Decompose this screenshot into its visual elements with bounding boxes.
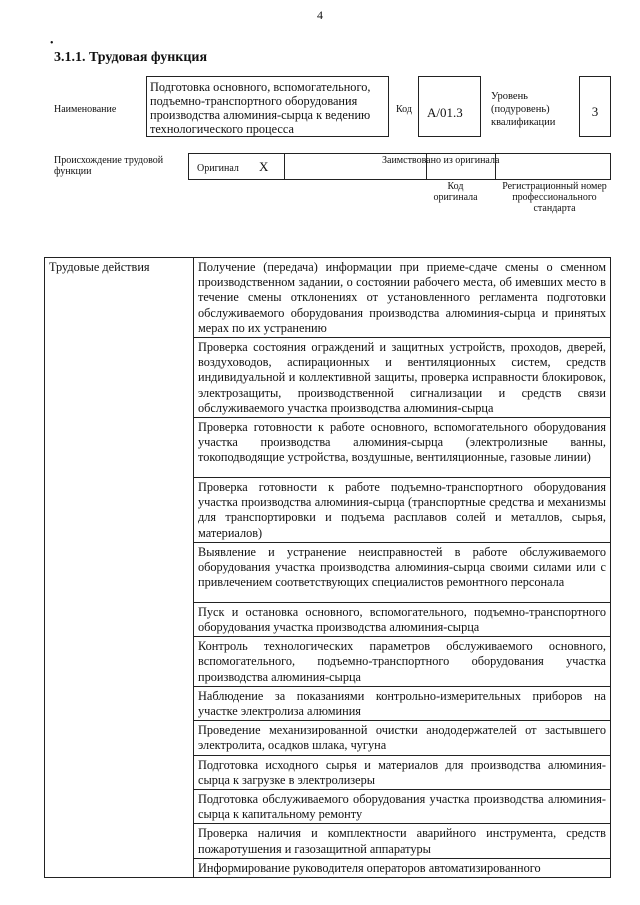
action-item: Наблюдение за показаниями контрольно-измерительных приборов на участке электролиза алюминия (194, 686, 611, 720)
action-item: Подготовка обслуживаемого оборудования участка производства алюминия-сырца к капитальному ремонту (194, 790, 611, 824)
labor-actions-label: Трудовые действия (45, 258, 194, 878)
action-item: Проверка наличия и комплектности аварийного инструмента, средств пожаротушения и газозащитной аппаратуры (194, 824, 611, 858)
labor-actions-table (44, 257, 611, 878)
section-heading: 3.1.1. Трудовая функция (54, 50, 208, 65)
original-mark: X (259, 159, 269, 174)
function-name-box: Подготовка основного, вспомогательного, подъемно-транспортного оборудования производства алюминия-сырца к ведению технологического процесса (146, 76, 389, 137)
action-item: Проверка готовности к работе основного, вспомогательного оборудования участка производства алюминия-сырца (электролизные ванны, токоподводящие устройства, воздушные, вентиляционные, газовые линии) (194, 418, 611, 478)
code-original-label: Код оригинала (433, 181, 478, 203)
name-label: Наименование (54, 104, 117, 115)
borrowed-cell (285, 154, 500, 179)
action-item: Контроль технологических параметров обслуживаемого основного, вспомогательного, подъемно-транспортного оборудования участка производства алюминия-сырца (194, 637, 611, 687)
original-cell (189, 154, 285, 179)
original-label: Оригинал (197, 163, 239, 174)
action-item: Выявление и устранение неисправностей в работе обслуживаемого оборудования участка производства алюминия-сырца своими силами или с привлечением соответствующих специалистов ремонтного персонала (194, 542, 611, 602)
function-code-box: А/01.3 (418, 76, 481, 137)
origin-row (188, 153, 611, 180)
margin-mark: • (50, 38, 54, 49)
action-item: Проведение механизированной очистки анододержателей от застывшего электролита, осадков шлака, чугуна (194, 721, 611, 755)
page-number: 4 (317, 8, 323, 22)
registration-cell (496, 154, 610, 179)
action-item: Получение (передача) информации при приеме-сдаче смены о сменном производственном задании, о состоянии рабочего места, об имевших место в течение смены отклонениях от установленного регламента подготовки обслуживаемого оборудования производства алюминия-сырца и принятых мерах по их устранению (194, 258, 611, 338)
borrowed-label: Заимствовано из оригинала (382, 155, 500, 166)
action-item: Проверка готовности к работе подъемно-транспортного оборудования участка производства алюминия-сырца (транспортные средства и механизмы для транспортировки и подъема расплавов солей и металлов, сырья, материалов) (194, 478, 611, 543)
code-original-cell (427, 154, 496, 179)
level-label: Уровень (подуровень) квалификации (491, 91, 556, 128)
action-item: Проверка состояния ограждений и защитных устройств, проходов, дверей, воздуховодов, аспирационных и вентиляционных систем, средств индивидуальной и коллективной защиты, проверка исправности блокировок, электрозащиты, производственной сигнализации и средств связи обслуживаемого участка производства алюминия-сырца (194, 338, 611, 418)
code-label: Код (396, 104, 412, 115)
origin-label: Происхождение трудовой функции (54, 155, 164, 177)
table-row (45, 258, 611, 338)
registration-label: Регистрационный номер профессионального стандарта (502, 181, 607, 214)
action-item: Пуск и остановка основного, вспомогательного, подъемно-транспортного оборудования участка производства алюминия-сырца (194, 602, 611, 636)
action-item: Информирование руководителя операторов автоматизированного (194, 858, 611, 877)
action-item: Подготовка исходного сырья и материалов для производства алюминия-сырца к загрузке в электролизеры (194, 755, 611, 789)
level-value-box: 3 (579, 76, 611, 137)
